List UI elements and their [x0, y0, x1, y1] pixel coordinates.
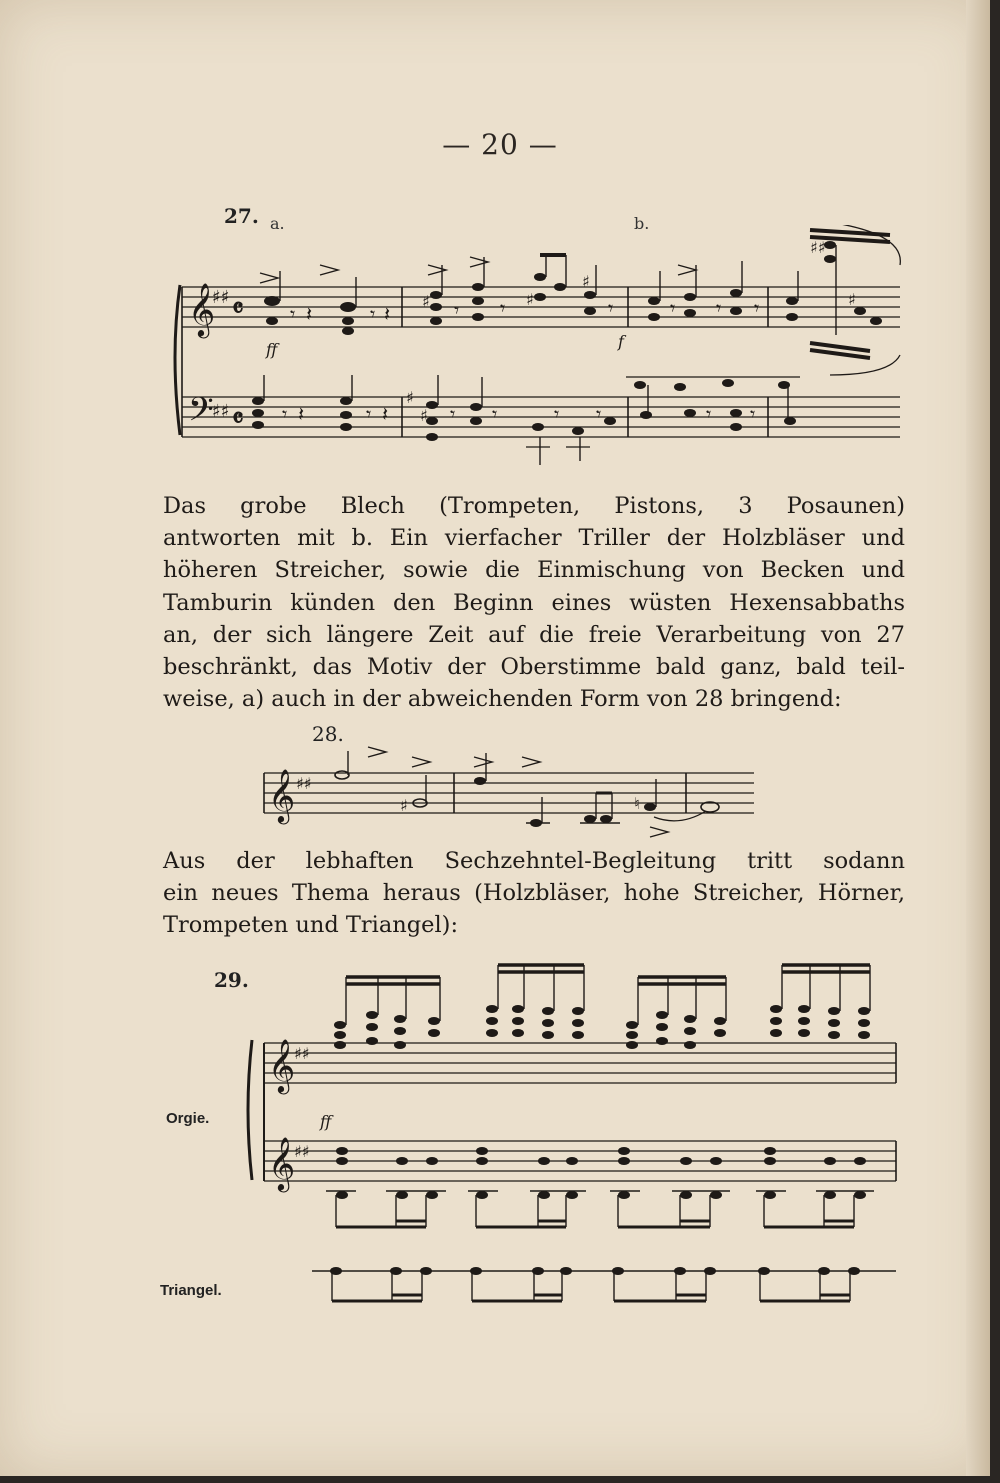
dynamic-ff: ff [266, 340, 278, 359]
svg-text:♯: ♯ [422, 292, 430, 311]
svg-text:𝄾: 𝄾 [706, 402, 712, 426]
svg-text:♯♯: ♯♯ [810, 238, 826, 257]
paragraph-1-line-1: Das grobe Blech (Trompeten, Pistons, 3 Posaunen) [163, 493, 905, 519]
svg-text:𝄾: 𝄾 [716, 296, 722, 320]
example-27-part-a: a. [270, 214, 285, 233]
paragraph-2-line-1: Aus der lebhaften Sechzehntel-Begleitung tritt sodann [163, 848, 905, 874]
paragraph-1-line-2: antworten mit b. Ein vierfacher Triller der Holzbläser und [163, 525, 905, 552]
svg-text:𝄾: 𝄾 [670, 296, 676, 320]
bass-clef-icon: 𝄢 [188, 391, 214, 437]
svg-text:𝄾: 𝄾 [450, 402, 456, 426]
paragraph-1-line-7: weise, a) auch in der abweichenden Form von 28 bringend: [163, 686, 842, 713]
music-example-29 [236, 955, 906, 1315]
instrument-label-organ: Orgie. [166, 1110, 210, 1127]
svg-text:♯♯: ♯♯ [294, 1044, 310, 1063]
svg-text:♯♯: ♯♯ [212, 401, 230, 422]
svg-text:♯: ♯ [848, 290, 856, 309]
svg-text:♯: ♯ [400, 796, 408, 815]
svg-text:𝄾: 𝄾 [290, 302, 296, 326]
treble-clef-icon: 𝄞 [268, 768, 296, 822]
svg-text:♯: ♯ [406, 388, 414, 407]
svg-text:𝄽: 𝄽 [382, 402, 389, 426]
common-time-icon: 𝄴 [232, 294, 244, 324]
svg-text:♯: ♯ [420, 406, 428, 425]
bass-notes [252, 379, 796, 441]
treble-clef-icon: 𝄞 [268, 1038, 296, 1092]
paragraph-1-line-5: an, der sich längere Zeit auf die freie Verarbeitung von 27 [163, 621, 905, 648]
svg-text:𝄾: 𝄾 [370, 302, 376, 326]
svg-text:𝄽: 𝄽 [384, 302, 391, 326]
svg-text:𝄾: 𝄾 [596, 402, 602, 426]
paragraph-1-line-3: höheren Streicher, sowie die Einmischung von Becken und [163, 557, 905, 584]
example-29-number: 29. [214, 968, 249, 992]
svg-text:𝄾: 𝄾 [282, 402, 288, 426]
svg-text:♯♯: ♯♯ [294, 1142, 310, 1161]
svg-text:𝄽: 𝄽 [298, 402, 305, 426]
svg-text:𝄾: 𝄾 [554, 402, 560, 426]
organ-lower-staff [264, 1141, 896, 1181]
svg-text:♯: ♯ [582, 272, 590, 291]
svg-text:𝄾: 𝄾 [492, 402, 498, 426]
svg-text:𝄾: 𝄾 [754, 296, 760, 320]
svg-text:𝄾: 𝄾 [608, 296, 614, 320]
music-example-28 [260, 745, 760, 845]
paragraph-1-line-4: Tamburin künden den Beginn eines wüsten Hexensabbaths [163, 589, 905, 616]
paragraph-2 [163, 845, 905, 942]
example-27-number: 27. [224, 204, 259, 228]
page-number: — 20 — [442, 128, 558, 161]
page-edge [966, 0, 990, 1476]
dynamic-f: f [618, 332, 624, 351]
organ-upper-staff [264, 1043, 896, 1083]
svg-text:𝄾: 𝄾 [454, 298, 460, 322]
paragraph-1 [163, 490, 905, 715]
paragraph-2-line-3: Trompeten und Triangel): [163, 912, 459, 939]
svg-text:♮: ♮ [634, 794, 640, 813]
example-28-number: 28. [312, 722, 344, 746]
bass-staff [182, 397, 900, 437]
instrument-label-triangle: Triangel. [160, 1282, 222, 1299]
svg-text:𝄴: 𝄴 [232, 404, 244, 434]
svg-text:♯♯: ♯♯ [296, 774, 312, 793]
treble-clef-icon: 𝄞 [188, 282, 216, 336]
dynamic-ff: ff [320, 1112, 332, 1131]
svg-text:♯♯: ♯♯ [212, 287, 230, 308]
svg-text:♯: ♯ [526, 290, 534, 309]
treble-clef-icon: 𝄞 [268, 1136, 296, 1190]
svg-text:𝄾: 𝄾 [750, 402, 756, 426]
svg-text:𝄾: 𝄾 [366, 402, 372, 426]
example-27-part-b: b. [634, 214, 650, 233]
paragraph-2-line-2: ein neues Thema heraus (Holzbläser, hohe Streicher, Hörner, [163, 880, 905, 907]
paragraph-1-line-6: beschränkt, das Motiv der Oberstimme bald ganz, bald teil- [163, 654, 905, 681]
treble-notes [264, 241, 882, 335]
svg-text:𝄽: 𝄽 [306, 302, 313, 326]
music-example-27 [170, 225, 910, 485]
svg-text:𝄾: 𝄾 [500, 296, 506, 320]
